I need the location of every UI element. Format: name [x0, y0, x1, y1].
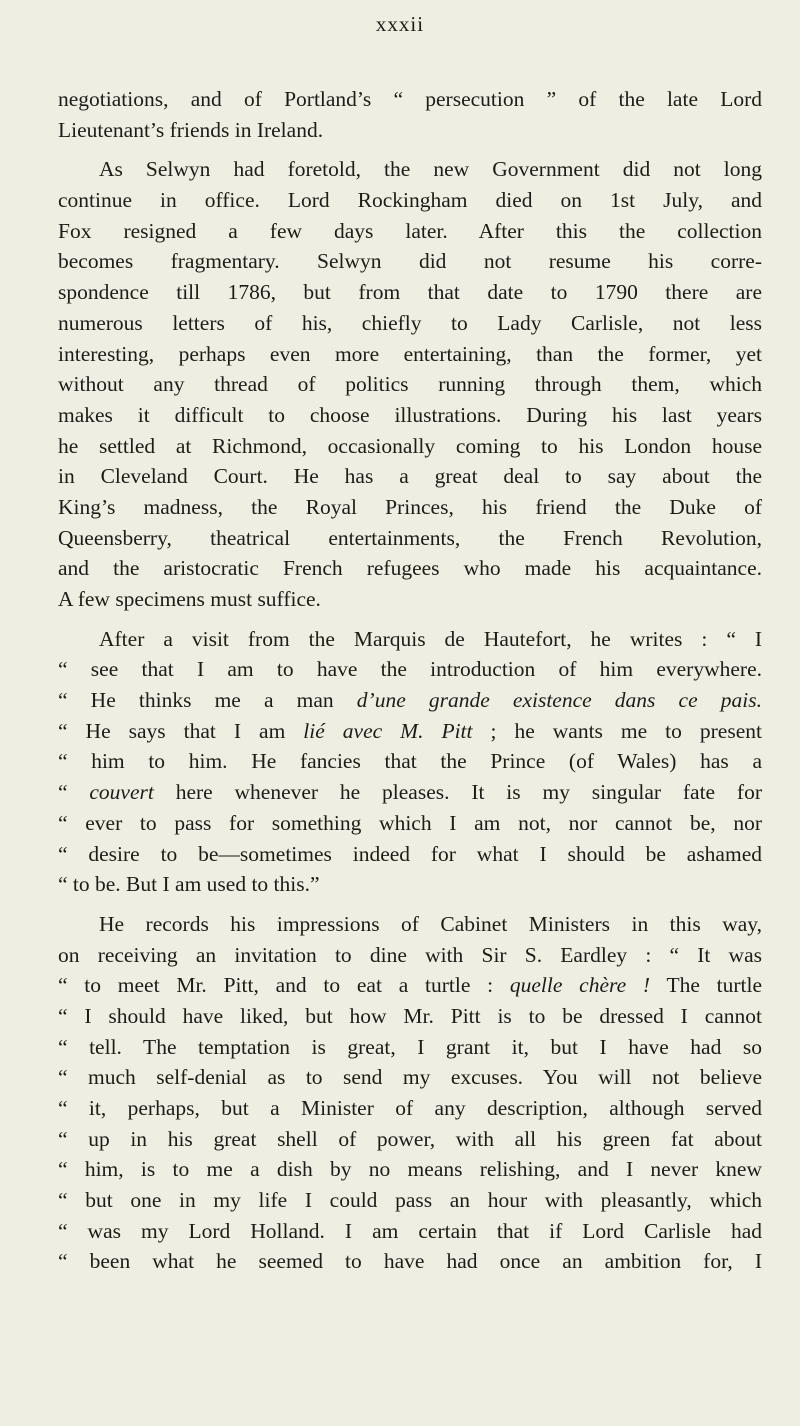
italic-phrase: d’une grande existence dans ce pais. — [356, 688, 762, 713]
text-line: “ see that I am to have the introduction of him everywhere. — [58, 657, 762, 682]
text-line: numerous letters of his, chiefly to Lady Carlisle, not less — [58, 310, 762, 335]
text-line: “ He thinks me a man d’une grande existence dans ce pais. — [58, 688, 762, 713]
text-line: “ but one in my life I could pass an hour with pleasantly, which — [58, 1188, 762, 1213]
text-line: becomes fragmentary. Selwyn did not resume his corre- — [58, 249, 762, 274]
text-line: makes it difficult to choose illustrations. During his last years — [58, 402, 762, 427]
text-line: and the aristocratic French refugees who made his acquaintance. — [58, 556, 762, 581]
text-line: on receiving an invitation to dine with Sir S. Eardley : “ It was — [58, 942, 762, 967]
text-line: After a visit from the Marquis de Hautefort, he writes : “ I — [99, 626, 762, 651]
text-line: “ it, perhaps, but a Minister of any description, although served — [58, 1096, 762, 1120]
text-line: interesting, perhaps even more entertaining, than the former, yet — [58, 341, 762, 366]
text-line: “ couvert here whenever he pleases. It is my singular fate for — [58, 780, 762, 805]
text-line: “ He says that I am lié avec M. Pitt ; he wants me to present — [58, 718, 762, 743]
text-line: “ desire to be—sometimes indeed for what I should be ashamed — [58, 841, 762, 866]
text-line: “ up in his great shell of power, with all his green fat about — [58, 1126, 762, 1151]
paragraph-3 — [58, 624, 762, 900]
paragraph-gap — [58, 615, 762, 624]
text-line: continue in office. Lord Rockingham died on 1st July, and — [58, 188, 762, 213]
text-line: King’s madness, the Royal Princes, his friend the Duke of — [58, 494, 762, 519]
text-line: spondence till 1786, but from that date to 1790 there are — [58, 280, 762, 305]
text-line: Lieutenant’s friends in Ireland. — [58, 117, 324, 142]
paragraph-1 — [58, 84, 762, 145]
paragraph-4 — [58, 909, 762, 1277]
italic-phrase: couvert — [89, 780, 154, 805]
text-line: A few specimens must suffice. — [58, 587, 321, 611]
text-line: in Cleveland Court. He has a great deal to say about the — [58, 464, 762, 489]
paragraph-2 — [58, 154, 762, 614]
text-line: “ to be. But I am used to this.” — [58, 872, 320, 897]
text-line: “ to meet Mr. Pitt, and to eat a turtle : quelle chère ! The turtle — [58, 973, 762, 998]
text-line: he settled at Richmond, occasionally coming to his London house — [58, 433, 762, 458]
text-line: “ him to him. He fancies that the Prince (of Wales) has a — [58, 749, 762, 774]
text-line: He records his impressions of Cabinet Ministers in this way, — [99, 911, 762, 936]
text-line: “ much self-denial as to send my excuses. You will not believe — [58, 1065, 762, 1090]
page-number: xxxii — [375, 12, 425, 36]
text-line: As Selwyn had foretold, the new Government did not long — [99, 157, 762, 182]
body-text — [58, 84, 762, 1277]
text-line: Fox resigned a few days later. After this the collection — [58, 218, 762, 243]
paragraph-gap — [58, 145, 762, 154]
text-line: negotiations, and of Portland’s “ persecution ” of the late Lord — [58, 87, 762, 111]
text-line: without any thread of politics running through them, which — [58, 372, 762, 397]
text-line: “ been what he seemed to have had once an ambition for, I — [58, 1249, 762, 1274]
text-line: “ was my Lord Holland. I am certain that if Lord Carlisle had — [58, 1218, 762, 1243]
text-line: Queensberry, theatrical entertainments, the French Revolution, — [58, 525, 762, 550]
text-line: “ him, is to me a dish by no means relishing, and I never knew — [58, 1157, 762, 1182]
italic-phrase: lié avec M. Pitt — [303, 718, 473, 743]
italic-phrase: quelle chère ! — [509, 973, 651, 998]
text-line: “ ever to pass for something which I am not, nor cannot be, nor — [58, 810, 762, 835]
paragraph-gap — [58, 900, 762, 909]
text-line: “ tell. The temptation is great, I grant it, but I have had so — [58, 1034, 762, 1059]
text-line: “ I should have liked, but how Mr. Pitt is to be dressed I cannot — [58, 1003, 762, 1028]
